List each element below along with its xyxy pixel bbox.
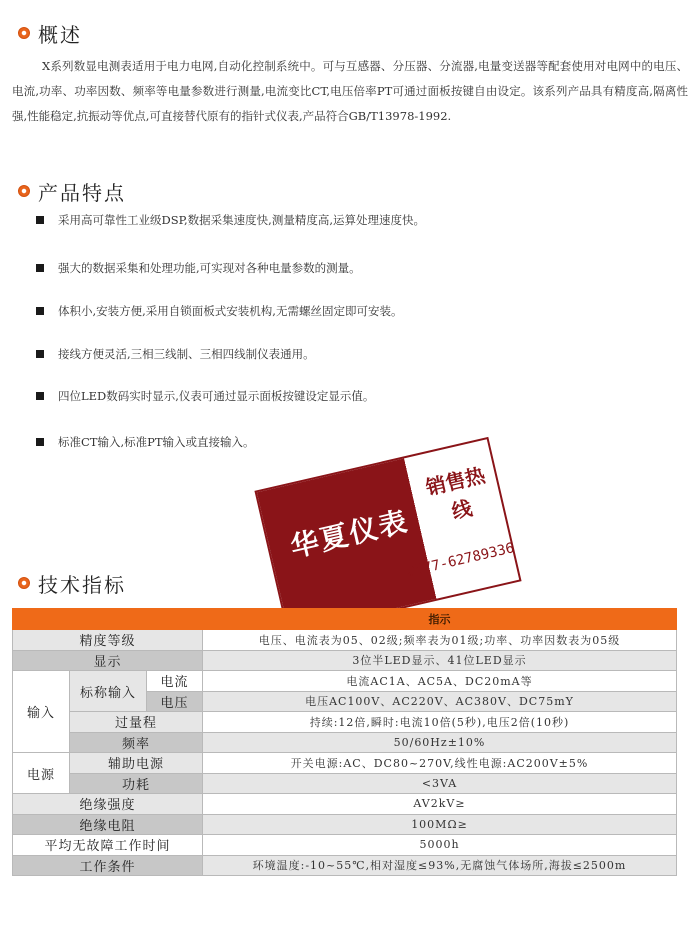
row-label: 绝缘强度 xyxy=(13,794,203,815)
row-value: 电压、电流表为05、02级;频率表为01级;功率、功率因数表为05级 xyxy=(203,630,677,651)
feature-text: 体积小,安装方便,采用自锁面板式安装机构,无需螺丝固定即可安装。 xyxy=(58,304,403,318)
spec-table xyxy=(12,608,677,876)
specs-title-text: 技术指标 xyxy=(38,572,126,597)
row-value: AV2kV≥ xyxy=(203,794,677,815)
orange-bullet-icon xyxy=(18,577,30,589)
square-bullet-icon xyxy=(36,264,44,272)
feature-text: 采用高可靠性工业级DSP,数据采集速度快,测量精度高,运算处理速度快。 xyxy=(58,213,425,227)
table-row xyxy=(13,732,677,753)
specs-section-title xyxy=(18,568,126,598)
nominal-input-label: 标称输入 xyxy=(70,671,147,712)
features-section-title xyxy=(18,176,126,206)
table-header-row xyxy=(13,609,677,630)
header-label: 指示 xyxy=(203,609,677,630)
square-bullet-icon xyxy=(36,350,44,358)
table-row xyxy=(13,712,677,733)
row-value: 3位半LED显示、41位LED显示 xyxy=(203,650,677,671)
row-label: 绝缘电阻 xyxy=(13,814,203,835)
row-label: 精度等级 xyxy=(13,630,203,651)
orange-bullet-icon xyxy=(18,185,30,197)
overview-title-text: 概述 xyxy=(38,22,82,47)
row-label: 显示 xyxy=(13,650,203,671)
row-label: 频率 xyxy=(70,732,203,753)
overview-section-title xyxy=(18,18,82,48)
row-label: 工作条件 xyxy=(13,855,203,876)
row-label: 平均无故障工作时间 xyxy=(13,835,203,856)
feature-item xyxy=(36,434,255,450)
table-row xyxy=(13,773,677,794)
feature-text: 接线方便灵活,三相三线制、三相四线制仪表通用。 xyxy=(58,347,315,361)
square-bullet-icon xyxy=(36,216,44,224)
table-row xyxy=(13,671,677,692)
row-value: 电压AC100V、AC220V、AC380V、DC75mY xyxy=(203,691,677,712)
table-row xyxy=(13,814,677,835)
row-label: 功耗 xyxy=(70,773,203,794)
table-row xyxy=(13,835,677,856)
square-bullet-icon xyxy=(36,307,44,315)
row-value: 环境温度:-10~55℃,相对湿度≤93%,无腐蚀气体场所,海拔≤2500m xyxy=(203,855,677,876)
row-value: 持续:12倍,瞬时:电流10倍(5秒),电压2倍(10秒) xyxy=(203,712,677,733)
watermark-stamp xyxy=(254,437,521,635)
square-bullet-icon xyxy=(36,438,44,446)
header-blank xyxy=(13,609,203,630)
feature-item xyxy=(36,346,315,362)
feature-text: 强大的数据采集和处理功能,可实现对各种电量参数的测量。 xyxy=(58,261,361,275)
feature-text: 标准CT输入,标准PT输入或直接输入。 xyxy=(58,435,255,449)
stamp-phone: 0577-62789336 xyxy=(405,540,516,581)
orange-bullet-icon xyxy=(18,27,30,39)
feature-item xyxy=(36,212,425,228)
square-bullet-icon xyxy=(36,392,44,400)
row-label: 辅助电源 xyxy=(70,753,203,774)
table-row xyxy=(13,650,677,671)
input-group-label: 输入 xyxy=(13,671,70,753)
overview-paragraph: X系列数显电测表适用于电力电网,自动化控制系统中。可与互感器、分压器、分流器,电量变送器等配套使用对电网中的电压、电流,功率、功率因数、频率等电量参数进行测量,电流变比CT,电压倍率PT可通过面板按键自由设定。该系列产品具有精度高,隔离性强,性能稳定,抗振动等优点,可直接替代原有的指针式仪表,产品符合GB/T13978-1992. xyxy=(12,59,688,123)
row-value: 开关电源:AC、DC80~270V,线性电源:AC200V±5% xyxy=(203,753,677,774)
row-value: 电流AC1A、AC5A、DC20mA等 xyxy=(203,671,677,692)
row-value: <3VA xyxy=(203,773,677,794)
feature-item xyxy=(36,260,361,276)
feature-item xyxy=(36,303,402,319)
row-label: 电压 xyxy=(147,691,203,712)
row-value: 50/60Hz±10% xyxy=(203,732,677,753)
table-row xyxy=(13,630,677,651)
table-row xyxy=(13,794,677,815)
table-row xyxy=(13,855,677,876)
table-row xyxy=(13,753,677,774)
row-value: 5000h xyxy=(203,835,677,856)
power-group-label: 电源 xyxy=(13,753,70,794)
row-value: 100MΩ≥ xyxy=(203,814,677,835)
stamp-sales-hotline: 销售热线 xyxy=(423,462,488,524)
features-title-text: 产品特点 xyxy=(38,180,126,205)
row-label: 过量程 xyxy=(70,712,203,733)
stamp-company-name: 华夏仪表 xyxy=(287,504,412,564)
feature-text: 四位LED数码实时显示,仪表可通过显示面板按键设定显示值。 xyxy=(58,389,375,403)
feature-item xyxy=(36,388,374,404)
row-label: 电流 xyxy=(147,671,203,692)
